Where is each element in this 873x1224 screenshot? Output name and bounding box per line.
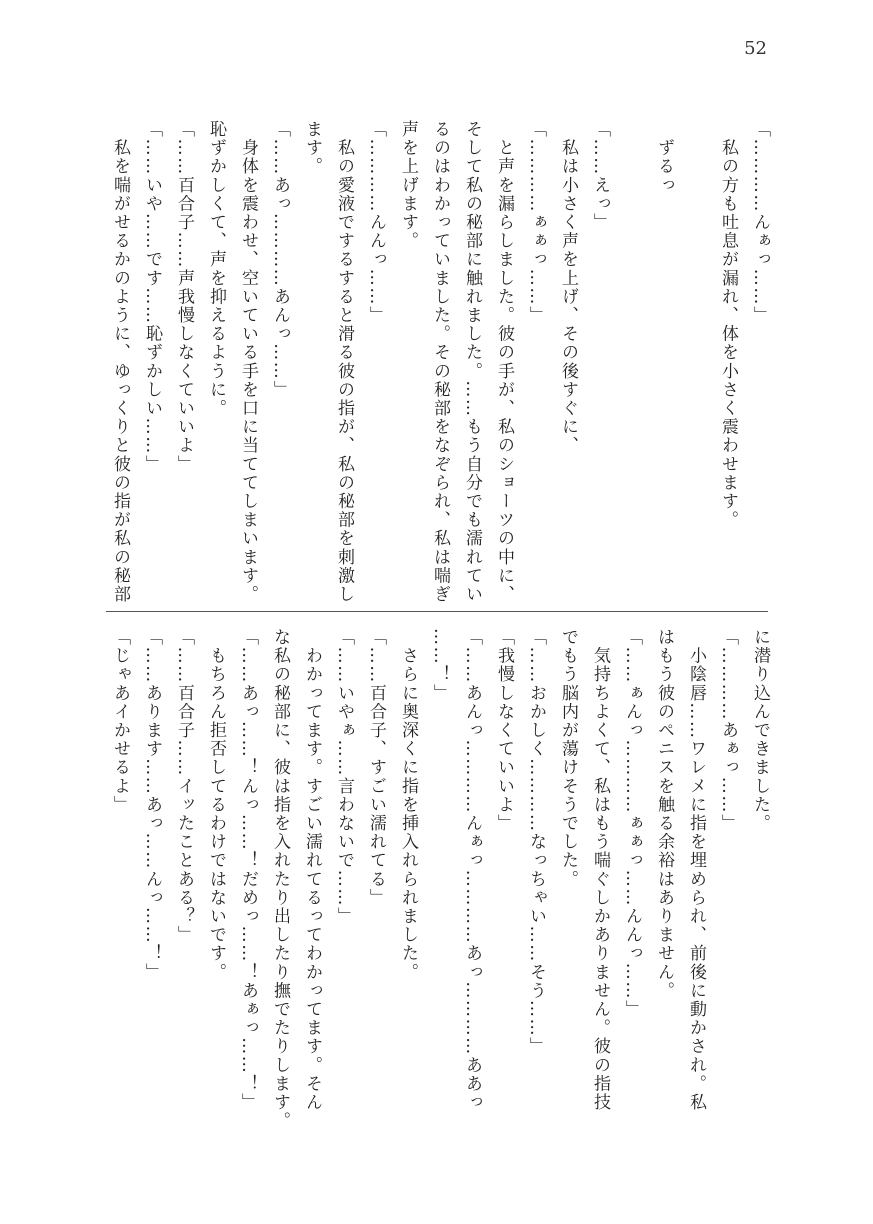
text-line: 私を喘がせるかのように、ゆっくりと彼の指が私の秘部	[110, 120, 130, 604]
text-line: そして私の秘部に触れました。……もう自分でも濡れてい	[462, 120, 482, 604]
text-line: でもう脳内が蕩けそうでした。	[558, 628, 578, 889]
text-line: ます。	[302, 120, 322, 176]
text-line: 「……いやぁ……言わないで……」	[334, 628, 354, 926]
text-line: 「……百合子……イッたことある？」	[174, 628, 194, 945]
text-line	[616, 120, 648, 600]
text-line: 「……おかしく…………なっちゃい……そう……」	[526, 628, 546, 1056]
text-line: ……！」	[430, 628, 450, 703]
text-line: ずるっ	[654, 120, 674, 195]
text-line	[680, 120, 712, 600]
text-line: 「……百合子……声我慢しなくていいよ」	[174, 120, 194, 474]
text-line: さらに奥深くに指を挿入れられました。	[398, 628, 418, 982]
text-line: 小陰唇……ワレメに指を埋められ、前後に動かされ。私	[686, 628, 706, 1112]
text-line: るのはわかっていました。その秘部をなぞられ、私は喘ぎ	[430, 120, 450, 604]
section-divider	[106, 611, 768, 612]
text-line: 「じゃあイかせるよ」	[110, 628, 130, 814]
lower-text-block	[96, 628, 776, 1131]
text-line: 身体を震わせ、空いている手を口に当ててしまいます。	[238, 120, 258, 604]
text-line: 「……百合子、すごい濡れてる」	[366, 628, 386, 907]
text-line: 私の方も吐息が漏れ、体を小さく震わせます。	[718, 120, 738, 530]
text-line: 「…………んぁっ……」	[750, 120, 770, 325]
text-line: 「……あります……あっ……んっ……！」	[142, 628, 162, 982]
page-number: 52	[744, 38, 767, 59]
text-line: 「我慢しなくていいよ」	[494, 628, 514, 833]
text-line: と声を漏らしました。彼の手が、私のショーツの中に、	[494, 120, 514, 604]
text-line: もちろん拒否してるわけではないです。	[206, 628, 226, 982]
text-line: 「…………んんっ……」	[366, 120, 386, 325]
text-line: 「……あんっ…………んぁっ…………あっ…………ああっ	[462, 628, 482, 1112]
text-line: に潜り込んできました。	[750, 628, 770, 833]
text-line: 私の愛液でするすると滑る彼の指が、私の秘部を刺激し	[334, 120, 354, 604]
text-line: わかってます。すごい濡れてるってわかってます。そん	[302, 628, 322, 1112]
text-line: 「……いや……です……恥ずかしい……」	[142, 120, 162, 474]
text-line: 「…………ぁぁっ……」	[526, 120, 546, 325]
text-line: 恥ずかしくて、声を抑えるように。	[206, 120, 226, 418]
text-line: 気持ちよくて、私はもう喘ぐしかありません。彼の指技	[590, 628, 610, 1112]
upper-text-block	[96, 120, 776, 604]
text-line: はもう彼のペニスを触る余裕はありません。	[654, 628, 674, 1000]
text-line: 「……あっ……！んっ……！だめっ……！あぁっ……！」	[238, 628, 258, 1112]
text-line: な私の秘部に、彼は指を入れたり出したり撫でたりします。	[270, 628, 290, 1131]
text-line: 声を上げます。	[398, 120, 418, 251]
text-line: 「……ぁんっ…………ぁぁっ……んんっ……」	[622, 628, 642, 1019]
text-line: 「…………あぁっ……」	[718, 628, 738, 833]
text-line: 「……えっ」	[590, 120, 610, 232]
text-line: 「……あっ…………あんっ……」	[270, 120, 290, 399]
text-line: 私は小さく声を上げ、その後すぐに、	[558, 120, 578, 455]
